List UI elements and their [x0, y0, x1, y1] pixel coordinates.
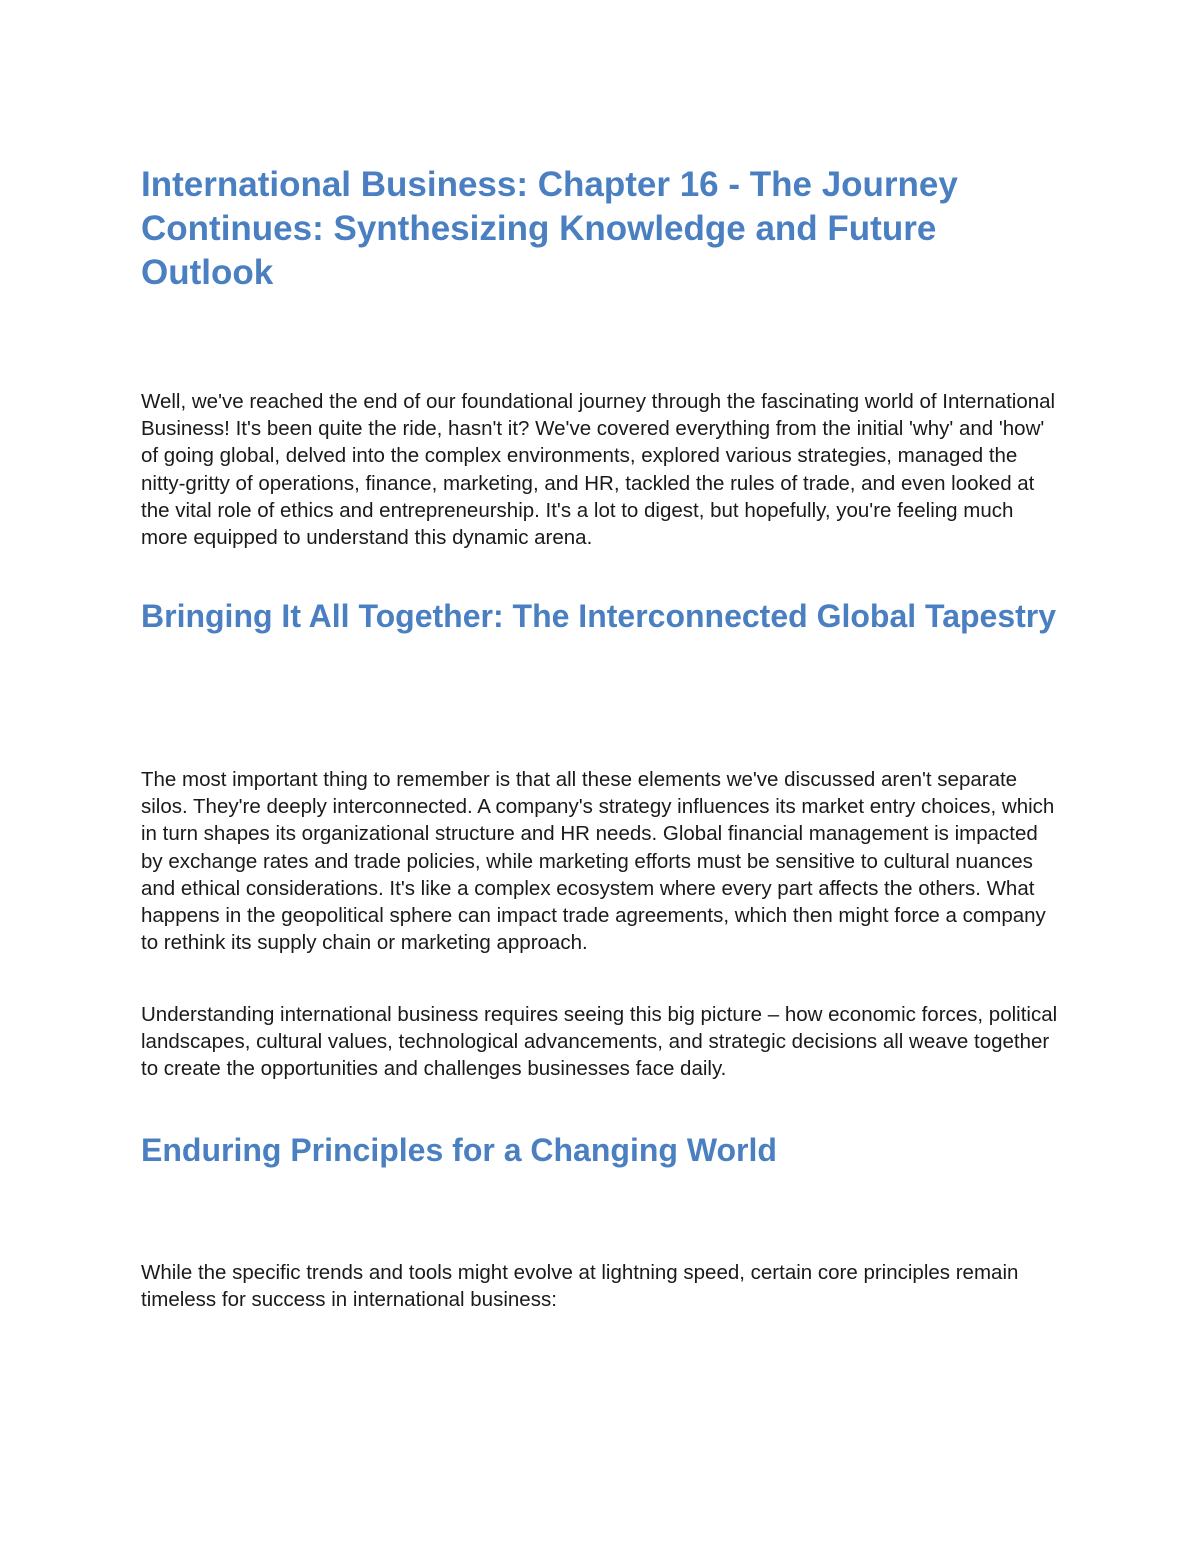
section-heading-enduring-principles: Enduring Principles for a Changing World — [141, 1132, 777, 1168]
section-paragraph: The most important thing to remember is that all these elements we've discussed aren't separate silos. They're deeply interconnected. A company's strategy influences its market entry choices, which in turn shapes its organizational structure and HR needs. Global financial management is impacted by exchange rates and trade policies, while marketing efforts must be sensitive to cultural nuances and ethical considerations. It's like a complex ecosystem where every part affects the others. What happens in the geopolitical sphere can impact trade agreements, which then might force a company to rethink its supply chain or marketing approach. — [141, 768, 1055, 955]
section-paragraph: Understanding international business requires seeing this big picture – how economic forces, political landscapes, cultural values, technological advancements, and strategic decisions all weave together to create the opportunities and challenges businesses face daily. — [141, 1003, 1058, 1081]
intro-paragraph: Well, we've reached the end of our foundational journey through the fascinating world of International Business! It's been quite the ride, hasn't it? We've covered everything from the initial 'why' and 'how' of going global, delved into the complex environments, explored various strategies, managed the nitty-gritty of operations, finance, marketing, and HR, tackled the rules of trade, and even looked at the vital role of ethics and entrepreneurship. It's a lot to digest, but hopefully, you're feeling much more equipped to understand this dynamic arena. — [141, 390, 1056, 550]
section-paragraph: While the specific trends and tools might evolve at lightning speed, certain core principles remain timeless for success in international business: — [141, 1261, 1019, 1312]
section-heading-interconnected: Bringing It All Together: The Interconnected Global Tapestry — [141, 598, 1057, 634]
document-title: International Business: Chapter 16 - The Journey Continues: Synthesizing Knowledge and Future Outlook — [141, 165, 958, 292]
